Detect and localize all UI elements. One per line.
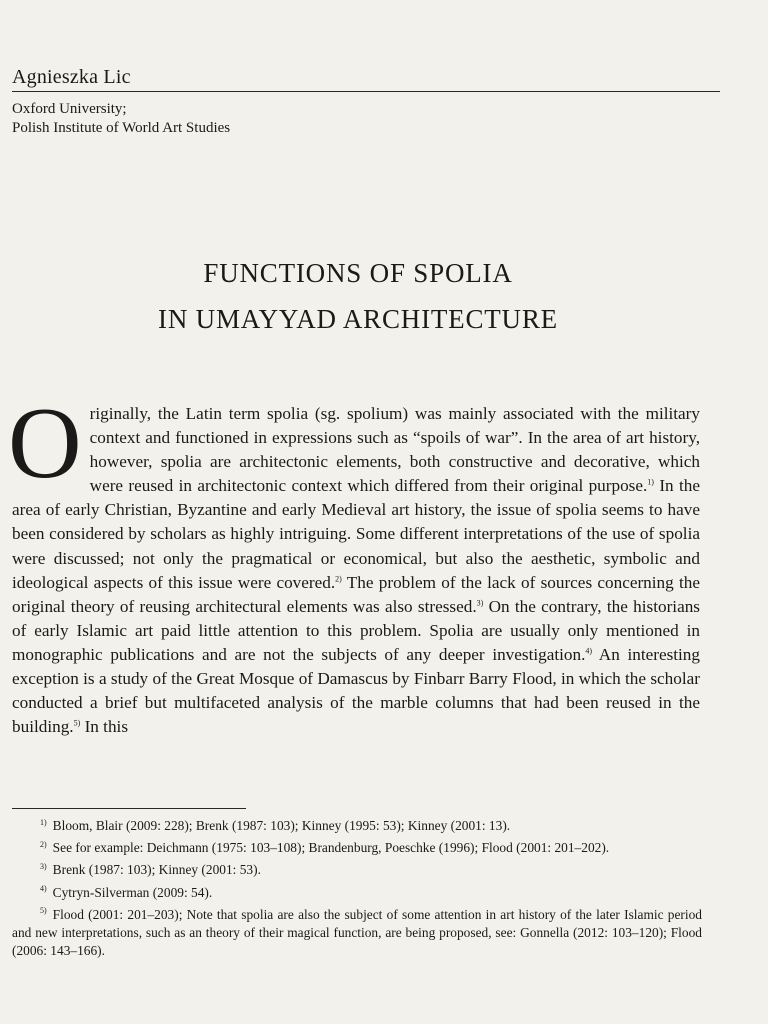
affiliation-line-2: Polish Institute of World Art Studies <box>12 120 231 136</box>
title-line-2: IN UMAYYAD ARCHITECTURE <box>158 304 558 334</box>
footnote <box>12 906 702 961</box>
footnote-mark: 2) <box>40 839 47 849</box>
footnote-ref-4: 4) <box>585 646 593 656</box>
body-segment-4: On the contrary, the historians of early Islamic art paid little attention to this problem. Spolia are usually only mentioned in monographic publications and are not the subjects of any deeper investigation. <box>12 596 700 664</box>
title-line-1: FUNCTIONS OF SPOLIA <box>203 258 513 288</box>
footnotes <box>12 817 702 964</box>
body-segment-5: An interesting exception is a study of the Great Mosque of Damascus by Finbarr Barry Flood, in which the scholar conducted a brief but multifaceted analysis of the marble columns that had been reused in the building. <box>12 644 700 737</box>
affiliation <box>12 100 720 138</box>
footnote-text: Cytryn-Silverman (2009: 54). <box>52 884 213 900</box>
author-block <box>12 64 720 138</box>
body-segment-3: The problem of the lack of sources concerning the original theory of reusing architectural elements was also stressed. <box>12 572 700 616</box>
footnote-ref-5: 5) <box>73 718 81 728</box>
author-name: Agnieszka Lic <box>12 64 720 92</box>
footnote-divider <box>12 808 246 809</box>
footnote <box>12 839 702 857</box>
footnote-ref-1: 1) <box>647 477 654 487</box>
footnote-ref-3: 3) <box>476 598 484 608</box>
footnote-mark: 3) <box>40 861 47 871</box>
footnote-mark: 1) <box>40 817 47 827</box>
footnote <box>12 861 702 879</box>
footnote-text: See for example: Deichmann (1975: 103–108); Brandenburg, Poeschke (1996); Flood (2001: 201–202). <box>52 840 610 856</box>
footnote-mark: 5) <box>40 906 47 916</box>
drop-cap: O <box>8 387 82 500</box>
footnote-text: Brenk (1987: 103); Kinney (2001: 53). <box>52 862 261 878</box>
footnote <box>12 817 702 835</box>
footnote-text: Bloom, Blair (2009: 228); Brenk (1987: 103); Kinney (1995: 53); Kinney (2001: 13). <box>52 818 511 833</box>
body-segment-6: In this <box>80 717 129 737</box>
footnote-text: Flood (2001: 201–203); Note that spolia are also the subject of some attention in art history of the later Islamic period and new interpretations, such as an theory of their magical function, are being proposed, see: Gonnella (2012: 103–120); Flood (2006: 143–166). <box>12 906 702 959</box>
footnote-mark: 4) <box>40 884 47 894</box>
body-segment-2: In the area of early Christian, Byzantine and early Medieval art history, the issue of spolia seems to have been considered by scholars as highly intriguing. Some different interpretations of the use of spolia were discussed; not only the pragmatical or economical, but also the aesthetic, symbolic and ideological aspects of this issue were covered. <box>12 476 700 592</box>
body-paragraph <box>8 387 700 739</box>
footnote-ref-2: 2) <box>335 573 342 583</box>
affiliation-line-1: Oxford University; <box>12 101 127 117</box>
body-segment-1: riginally, the Latin term spolia (sg. spolium) was mainly associated with the military context and functioned in expressions such as “spoils of war”. In the area of art history, however, spolia are architectonic elements, both constructive and decorative, which were reused in architectonic context which differed from their original purpose. <box>89 404 700 496</box>
footnote <box>12 884 702 902</box>
article-title <box>0 250 716 342</box>
